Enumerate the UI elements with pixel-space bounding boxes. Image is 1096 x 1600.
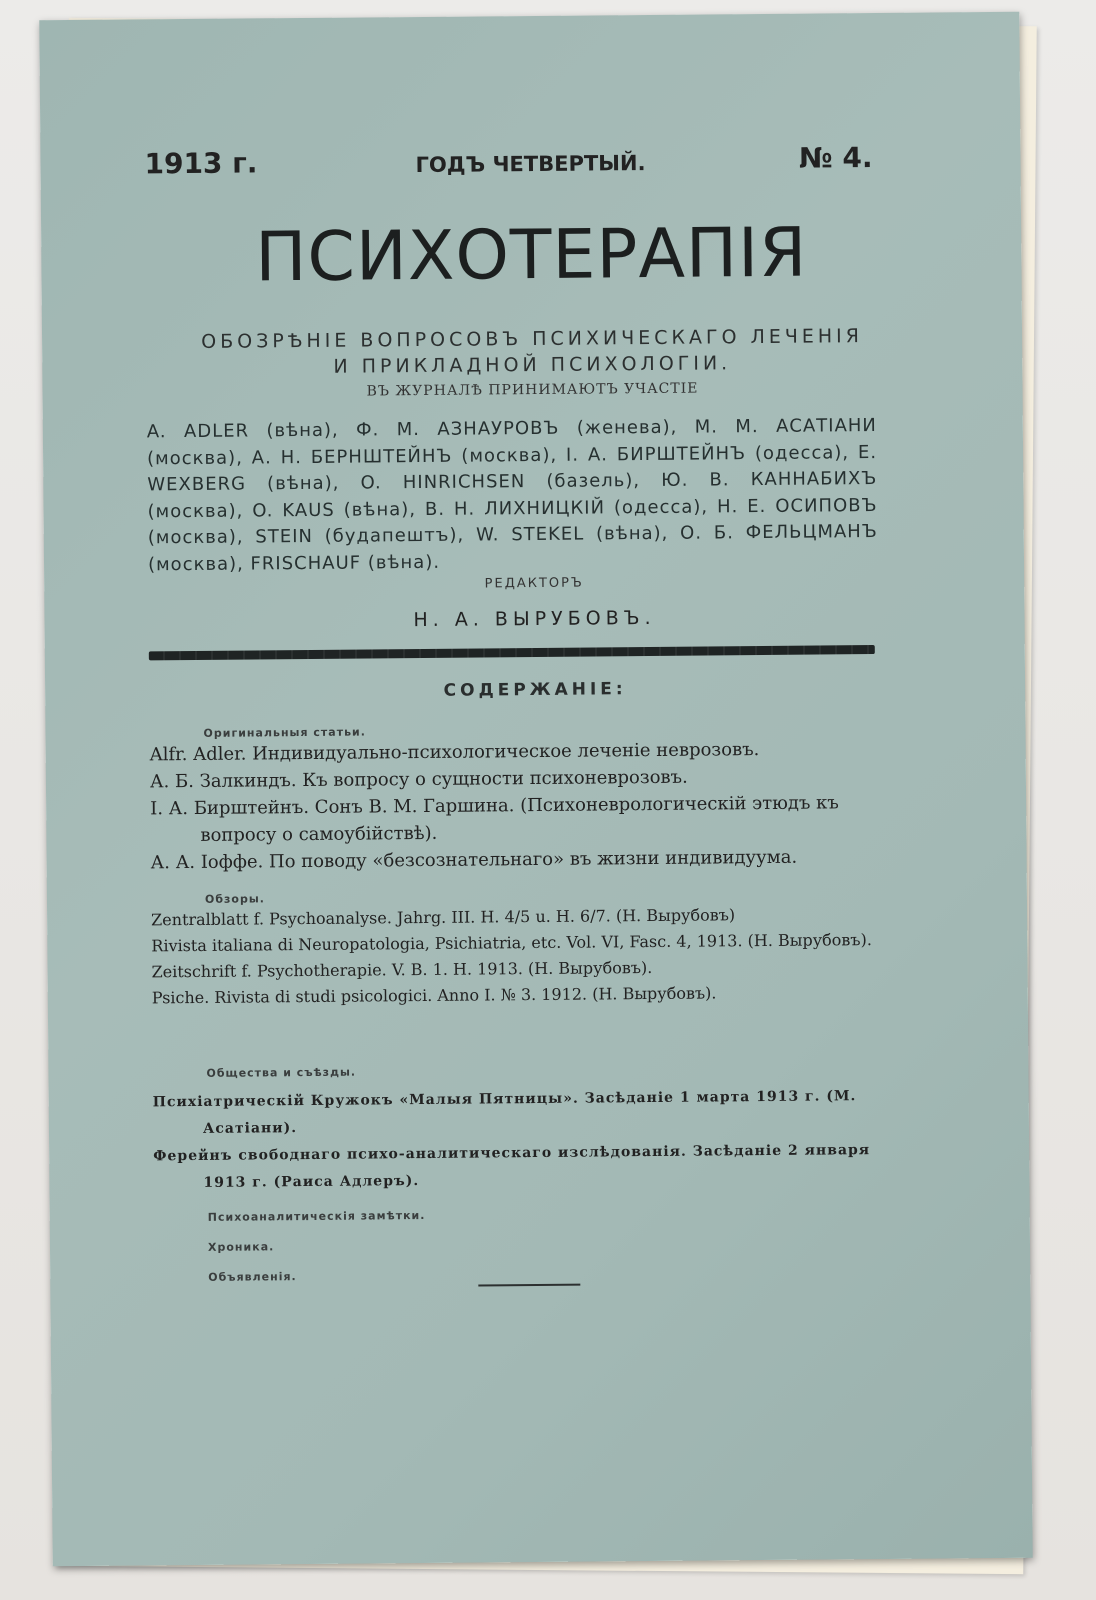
contents-heading: СОДЕРЖАНІЕ: [443,679,627,701]
list-item: Психіатрическій Кружокъ «Малыя Пятницы». Засѣданіе 1 марта 1913 г. (М. Асатіани). [152,1088,857,1137]
original-articles [150,735,881,876]
section-label-reviews: Обзоры. [204,892,265,906]
list-item: А. А. Іоффе. По поводу «безсознательнаго» въ жизни индивидуума. [150,846,798,874]
journal-title: ПСИХОТЕРАПІЯ [254,213,808,298]
editor-name: Н. А. ВЫРУБОВЪ. [413,606,656,632]
list-item: Alfr. Adler. Индивидуально-психологическое леченіе неврозовъ. [149,739,760,766]
list-item: Psiche. Rivista di studi psicologici. Anno I. № 3. 1912. (Н. Вырубовъ). [151,983,717,1008]
list-item: І. А. Бирштейнъ. Сонъ В. М. Гаршина. (Психоневрологическій этюдъ къ вопросу о самоубійствѣ). [150,792,839,846]
volume-year: ГОДЪ ЧЕТВЕРТЫЙ. [415,151,646,178]
subtitle-line-2: И ПРИКЛАДНОЙ ПСИХОЛОГІИ. [333,352,732,378]
subtitle-line-1: ОБОЗРѢНІЕ ВОПРОСОВЪ ПСИХИЧЕСКАГО ЛЕЧЕНІЯ [201,325,864,353]
reviews-list [151,901,882,1011]
list-item: Zeitschrift f. Psychotherapie. V. B. 1. H. 1913. (Н. Вырубовъ). [151,957,653,982]
section-label-notes: Психоаналитическія замѣтки. [207,1208,426,1224]
list-item: Ферейнъ свободнаго психо-аналитическаго изслѣдованія. Засѣданіе 2 января 1913 г. (Раиса Адлеръ). [153,1142,871,1191]
section-label-chronicle: Хроника. [207,1240,275,1254]
societies-list [153,1083,884,1197]
section-label-ads: Объявленія. [208,1270,297,1284]
list-item: Zentralblatt f. Psychoanalyse. Jahrg. III. H. 4/5 u. H. 6/7. (Н. Вырубовъ) [151,905,736,930]
issue-year: 1913 г. [144,146,258,181]
issue-number: № 4. [798,141,873,175]
list-item: Rivista italiana di Neuropatologia, Psichiatria, etc. Vol. VI, Fasc. 4, 1913. (Н. Вырубовъ). [151,930,872,956]
list-item: А. Б. Залкиндъ. Къ вопросу о сущности психоневрозовъ. [149,766,688,793]
contributors-list: A. ADLER (вѣна), Ф. М. АЗНАУРОВЪ (женева), М. М. АСАТІАНИ (москва), А. Н. БЕРНШТЕЙНЪ (москва), І. А. БИРШТЕЙНЪ (одесса), E. WEXBERG (вѣна), O. HINRICHSEN (базель), Ю. В. КАННАБИХЪ (москва), O. KAUS (вѣна), В. Н. ЛИХНИЦКІЙ (одесса), Н. Е. ОСИПОВЪ (москва), STEIN (будапештъ), W. STEKEL (вѣна), О. Б. ФЕЛЬЦМАНЪ (москва), FRISCHAUF (вѣна). [146,415,878,575]
participation-note: ВЪ ЖУРНАЛѢ ПРИНИМАЮТЪ УЧАСТІЕ [366,380,699,400]
section-label-societies: Общества и съѣзды. [206,1065,357,1080]
journal-cover [39,12,1032,1566]
divider-rule [149,645,875,660]
end-rule [478,1284,580,1287]
section-label-original: Оригинальныя статьи. [203,725,366,740]
editor-label: РЕДАКТОРЪ [484,575,584,592]
